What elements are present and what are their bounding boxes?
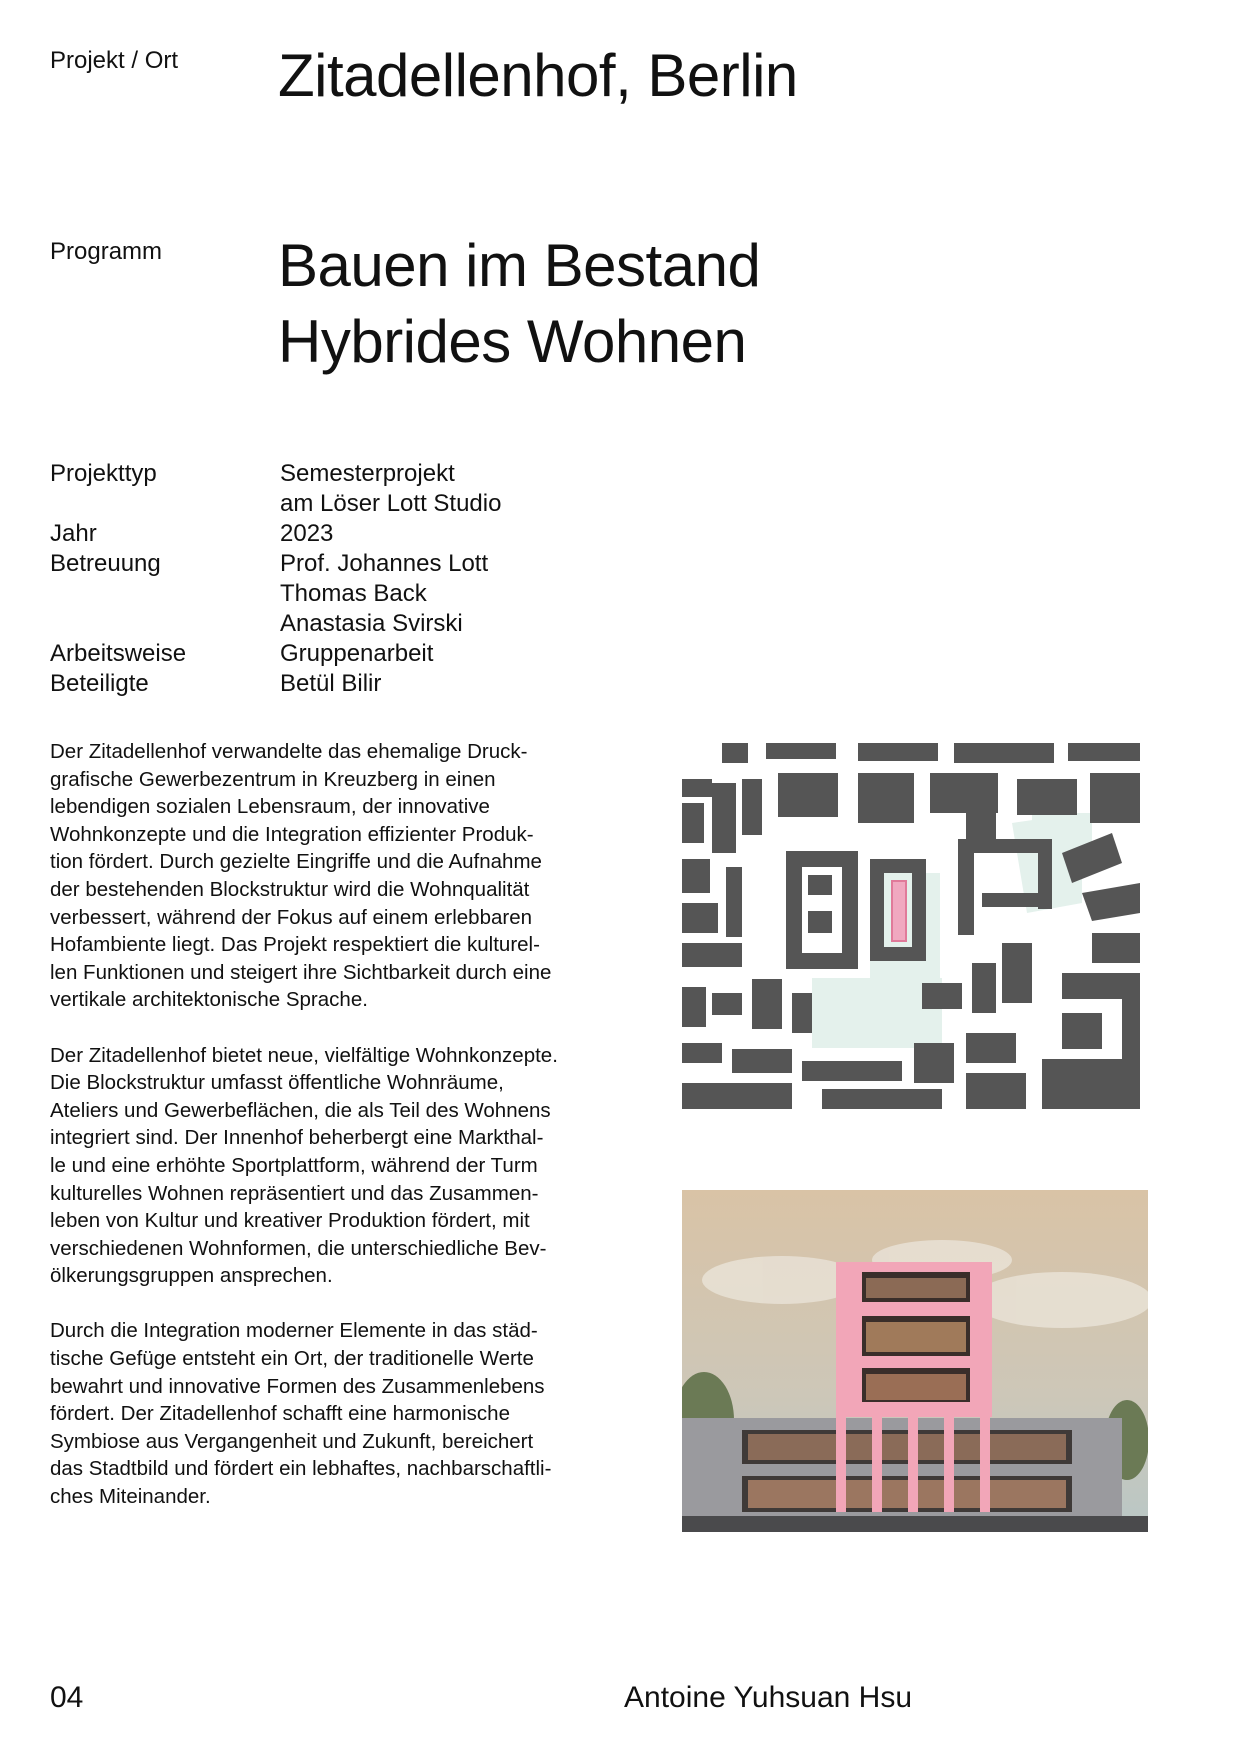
program-title-line1: Bauen im Bestand [278,232,761,299]
project-title: Zitadellenhof, Berlin [278,42,798,109]
program-title-line2: Hybrides Wohnen [278,308,747,375]
project-site-highlight [892,881,906,941]
fact-values [280,669,650,699]
fact-key: Arbeitsweise [50,640,187,667]
fact-key: Beteiligte [50,670,149,697]
page-number: 04 [50,1681,84,1714]
fact-key: Jahr [50,520,97,547]
section-perspective-drawing [682,1190,1148,1532]
fact-row-projekttyp [50,459,650,519]
site-plan-image [682,743,1140,1109]
fact-values [280,549,650,639]
fact-key: Projekttyp [50,460,157,487]
project-description [50,738,630,1538]
fact-value: Semesterprojekt [280,460,455,487]
fact-value: Anastasia Svirski [280,610,463,637]
fact-value: am Löser Lott Studio [280,490,502,517]
project-facts [50,459,650,699]
fact-row-arbeitsweise [50,639,650,669]
fact-value: Prof. Johannes Lott [280,550,489,577]
fact-values [280,639,650,669]
description-paragraph: Durch die Integration moderner Elemente in das städ- tische Gefüge entsteht ein Ort, der traditionelle Werte bewahrt und innovative Formen des Zusammenlebens fördert. Der Zitadellenhof schafft eine harmonische Symbiose aus Vergangenheit und Zukunft, bereichert das Stadtbild und fördert ein lebhaftes, nachbarschaftli- ches Miteinander. [50,1319,552,1509]
fact-value: Betül Bilir [280,670,382,697]
fact-row-beteiligte [50,669,650,699]
description-paragraph: Der Zitadellenhof bietet neue, vielfältige Wohnkonzepte. Die Blockstruktur umfasst öffentliche Wohnräume, Ateliers und Gewerbeflächen, die als Teil des Wohnens integriert sind. Der Innenhof beherbergt eine Markthal- le und eine erhöhte Sportplattform, während der Turm kulturelles Wohnen repräsentiert und das Zusammen- leben von Kultur und kreativer Produktion fördert, mit verschiedenen Wohnformen, die unterschiedliche Bev- ölkerungsgruppen ansprechen. [50,1043,558,1288]
fact-value: Gruppenarbeit [280,640,434,667]
section-perspective-image [682,1190,1148,1532]
description-paragraph: Der Zitadellenhof verwandelte das ehemalige Druck- grafische Gewerbezentrum in Kreuzberg in einen lebendigen sozialen Lebensraum, der innovative Wohnkonzepte und die Integration effizienter Produk- tion fördert. Durch gezielte Eingriffe und die Aufnahme der bestehenden Blockstruktur wird die Wohnqualität verbessert, während der Fokus auf einem erlebbaren Hofambiente liegt. Das Projekt respektiert die kulturel- len Funktionen und steigert ihre Sichtbarkeit durch eine vertikale architektonische Sprache. [50,740,552,1012]
author-name: Antoine Yuhsuan Hsu [624,1681,913,1714]
fact-row-jahr [50,519,650,549]
site-plan-drawing [682,743,1140,1109]
project-label: Projekt / Ort [50,47,179,74]
fact-value: Thomas Back [280,580,427,607]
fact-value: 2023 [280,520,334,547]
fact-values [280,459,650,519]
program-label: Programm [50,238,163,265]
fact-values [280,519,650,549]
fact-key: Betreuung [50,550,161,577]
fact-row-betreuung [50,549,650,639]
